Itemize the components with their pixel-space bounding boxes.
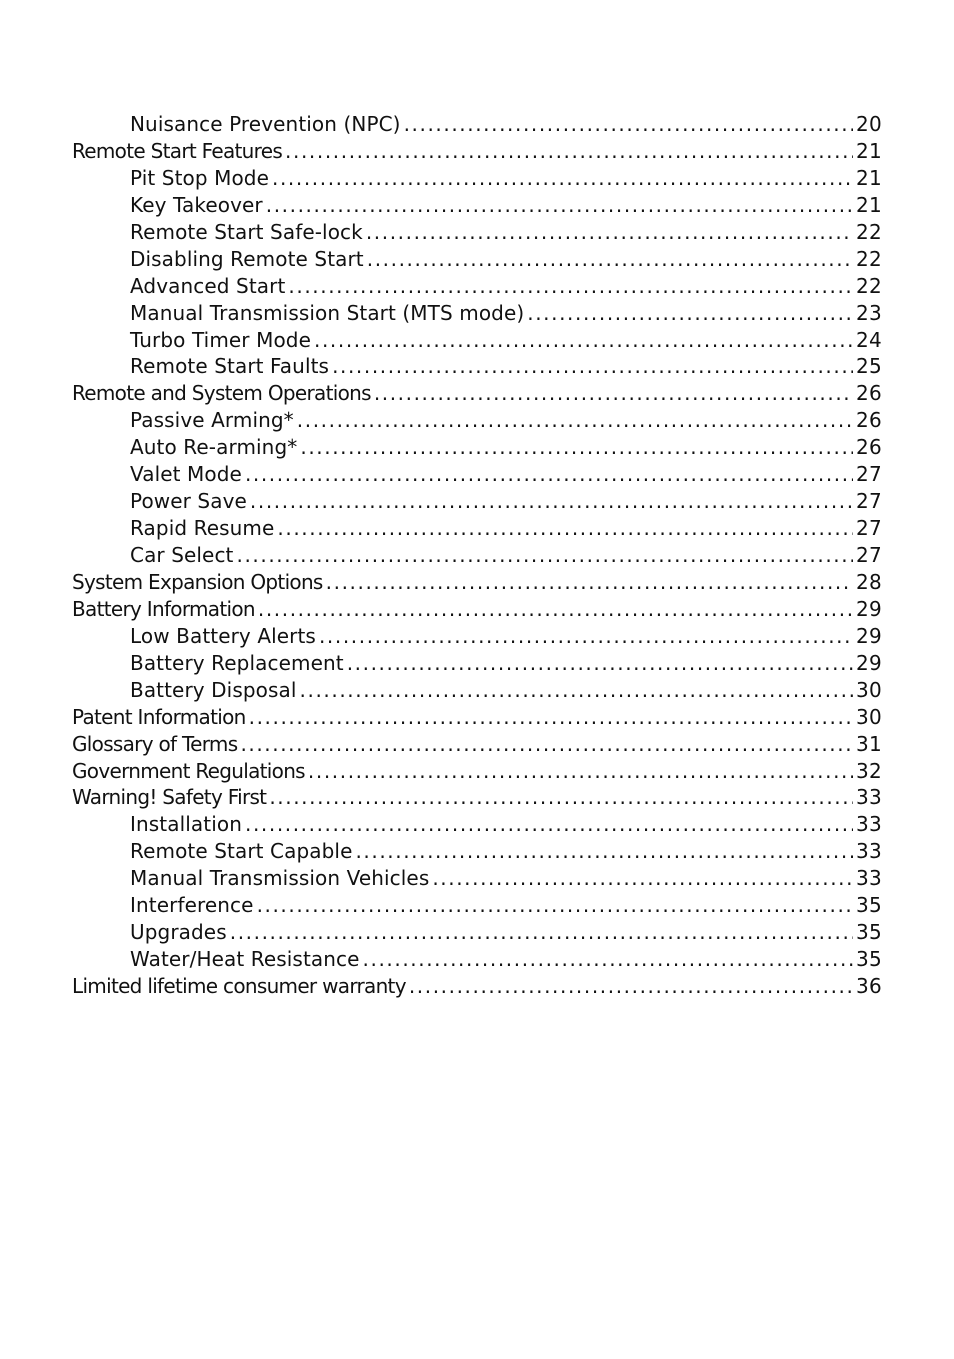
toc-entry[interactable] [72,300,882,327]
toc-entry-title: Low Battery Alerts [130,623,316,648]
toc-entry[interactable] [72,138,882,165]
toc-dot-leader [374,380,853,407]
toc-entry-page-number: 27 [855,489,882,514]
toc-entry[interactable] [72,919,882,946]
toc-entry-page-number: 26 [855,435,882,460]
toc-entry-page-number: 30 [855,704,882,729]
toc-entry-title: Key Takeover [130,192,263,217]
toc-entry-title: Turbo Timer Mode [130,327,311,352]
toc-entry-title: Remote Start Safe-lock [130,219,363,244]
toc-entry-page-number: 35 [855,920,882,945]
toc-entry[interactable] [72,353,882,380]
toc-dot-leader [319,623,853,650]
toc-entry[interactable] [72,569,882,596]
toc-entry[interactable] [72,596,882,623]
toc-entry-title: Battery Replacement [130,650,344,675]
toc-dot-leader [237,542,853,569]
toc-entry-page-number: 28 [855,569,882,594]
toc-entry-page-number: 24 [855,327,882,352]
toc-entry-page-number: 29 [855,596,882,621]
toc-entry[interactable] [72,246,882,273]
toc-entry-page-number: 21 [855,192,882,217]
toc-entry-page-number: 35 [855,947,882,972]
toc-entry[interactable] [72,973,882,1000]
toc-entry-title: Government Regulations [72,758,305,783]
toc-entry-page-number: 21 [855,165,882,190]
toc-dot-leader [314,327,853,354]
toc-dot-leader [288,273,853,300]
toc-entry-page-number: 27 [855,543,882,567]
toc-entry-page-number: 22 [855,273,882,298]
toc-entry-title: System Expansion Options [72,569,323,594]
toc-entry-title: Auto Re-arming* [130,435,298,460]
toc-entry-page-number: 29 [855,650,882,675]
toc-entry-title: Remote Start Capable [130,839,353,864]
toc-dot-leader [367,246,853,273]
toc-dot-leader [230,919,853,946]
toc-entry[interactable] [72,488,882,515]
toc-entry[interactable] [72,892,882,919]
toc-entry-title: Car Select [130,543,234,567]
toc-entry[interactable] [72,650,882,677]
toc-entry-title: Passive Arming* [130,408,294,433]
toc-dot-leader [432,865,853,892]
toc-entry[interactable] [72,623,882,650]
toc-entry[interactable] [72,461,882,488]
toc-dot-leader [269,784,853,811]
toc-entry-title: Installation [130,812,242,837]
toc-entry[interactable] [72,946,882,973]
toc-entry[interactable] [72,192,882,219]
toc-dot-leader [258,596,853,623]
toc-dot-leader [266,192,853,219]
toc-dot-leader [300,677,853,704]
toc-entry-title: Patent Information [72,704,246,729]
toc-entry[interactable] [72,273,882,300]
toc-dot-leader [245,811,853,838]
toc-entry-page-number: 27 [855,516,882,541]
toc-dot-leader [277,515,853,542]
toc-dot-leader [527,300,853,327]
toc-entry-title: Remote Start Faults [130,354,330,379]
toc-entry-title: Nuisance Prevention (NPC) [130,112,401,136]
toc-entry-title: Disabling Remote Start [130,246,364,271]
toc-entry-page-number: 25 [855,354,882,379]
toc-dot-leader [326,569,853,596]
toc-entry-title: Advanced Start [130,273,286,298]
toc-entry[interactable] [72,838,882,865]
toc-entry[interactable] [72,515,882,542]
toc-entry-page-number: 32 [855,758,882,783]
toc-entry[interactable] [72,380,882,407]
toc-entry-page-number: 36 [855,974,882,998]
toc-dot-leader [249,704,853,731]
toc-entry-page-number: 33 [855,812,882,837]
toc-entry-title: Manual Transmission Vehicles [130,866,430,891]
toc-entry-title: Upgrades [130,920,227,945]
toc-entry[interactable] [72,219,882,246]
toc-entry-title: Rapid Resume [130,516,275,541]
toc-entry-title: Remote and System Operations [72,381,371,406]
toc-entry[interactable] [72,407,882,434]
toc-dot-leader [272,165,853,192]
toc-entry-page-number: 20 [855,112,882,136]
toc-dot-leader [332,353,853,380]
toc-dot-leader [366,219,853,246]
toc-entry-page-number: 33 [855,839,882,864]
toc-entry-title: Manual Transmission Start (MTS mode) [130,300,525,325]
toc-entry-page-number: 33 [855,866,882,891]
toc-dot-leader [300,434,853,461]
toc-dot-leader [250,488,853,515]
toc-dot-leader [409,973,853,1000]
toc-entry[interactable] [72,542,882,569]
toc-entry[interactable] [72,165,882,192]
toc-dot-leader [257,892,853,919]
toc-entry[interactable] [72,704,882,731]
toc-entry-page-number: 21 [855,138,882,163]
toc-entry-page-number: 29 [855,623,882,648]
toc-entry-page-number: 27 [855,462,882,487]
toc-dot-leader [240,731,853,758]
toc-entry[interactable] [72,434,882,461]
toc-dot-leader [285,138,853,165]
toc-entry-title: Battery Disposal [130,677,297,702]
toc-dot-leader [297,407,853,434]
toc-dot-leader [363,946,853,973]
toc-entry[interactable] [72,327,882,354]
toc-entry-page-number: 33 [855,785,882,810]
toc-entry[interactable] [72,731,882,758]
toc-entry-page-number: 22 [855,219,882,244]
toc-entry-title: Pit Stop Mode [130,165,269,190]
toc-entry-title: Glossary of Terms [72,731,238,756]
toc-dot-leader [245,461,853,488]
toc-dot-leader [347,650,853,677]
toc-entry-page-number: 23 [855,300,882,325]
toc-entry-title: Power Save [130,489,247,514]
toc-entry-page-number: 35 [855,893,882,918]
toc-dot-leader [308,758,853,785]
toc-entry-title: Battery Information [72,596,255,621]
toc-entry[interactable] [72,758,882,785]
toc-entry-page-number: 26 [855,408,882,433]
toc-entry[interactable] [72,865,882,892]
toc-entry-title: Limited lifetime consumer warranty [72,974,406,998]
toc-dot-leader [355,838,852,865]
toc-entry[interactable] [72,784,882,811]
toc-dot-leader [404,111,853,138]
toc-entry[interactable] [72,677,882,704]
toc-entry-title: Water/Heat Resistance [130,947,360,972]
toc-entry-title: Interference [130,893,254,918]
toc-entry-title: Warning! Safety First [72,785,267,810]
toc-entry-title: Valet Mode [130,462,242,487]
toc-entry[interactable] [72,811,882,838]
toc-entry-page-number: 30 [855,677,882,702]
toc-entry-page-number: 26 [855,381,882,406]
toc-entry-page-number: 22 [855,246,882,271]
table-of-contents [72,111,882,1000]
toc-entry-title: Remote Start Features [72,138,283,163]
toc-entry-page-number: 31 [855,731,882,756]
toc-entry[interactable] [72,111,882,138]
